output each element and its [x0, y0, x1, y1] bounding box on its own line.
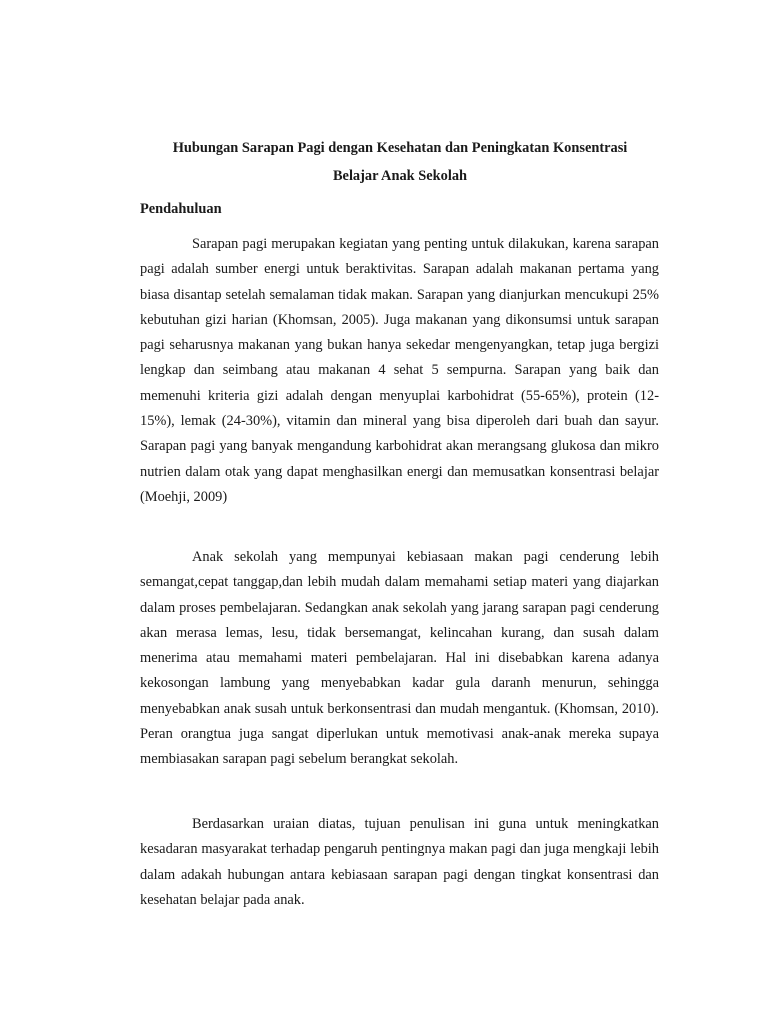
document-title-line-2: Belajar Anak Sekolah — [332, 168, 468, 184]
section-heading: Pendahuluan — [140, 201, 222, 217]
document-title — [140, 134, 660, 190]
paragraph-1: Sarapan pagi merupakan kegiatan yang penting untuk dilakukan, karena sarapan pagi adalah sumber energi untuk beraktivitas. Sarapan adalah makanan pertama yang biasa disantap setelah semalaman tidak makan. Sarapan yang dianjurkan mencukupi 25% kebutuhan gizi harian (Khomsan, 2005). Juga makanan yang dikonsumsi untuk sarapan pagi seharusnya makanan yang bukan hanya sekedar mengenyangkan, tetap juga bergizi lengkap dan seimbang atau makanan 4 sehat 5 sempurna. Sarapan yang baik dan memenuhi kriteria gizi adalah dengan menyuplai karbohidrat (55-65%), protein (12-15%), lemak (24-30%), vitamin dan mineral yang bisa diperoleh dari buah dan sayur. Sarapan pagi yang banyak mengandung karbohidrat akan merangsang glukosa dan mikro nutrien dalam otak yang dapat menghasilkan energi dan memusatkan konsentrasi belajar (Moehji, 2009) — [140, 236, 659, 505]
paragraph-3: Berdasarkan uraian diatas, tujuan penulisan ini guna untuk meningkatkan kesadaran masyarakat terhadap pengaruh pentingnya makan pagi dan juga mengkaji lebih dalam adakah hubungan antara kebiasaan sarapan pagi dengan tingkat konsentrasi dan kesehatan belajar pada anak. — [140, 816, 659, 908]
paragraph-2: Anak sekolah yang mempunyai kebiasaan makan pagi cenderung lebih semangat,cepat tanggap,dan lebih mudah dalam memahami setiap materi yang diajarkan dalam proses pembelajaran. Sedangkan anak sekolah yang jarang sarapan pagi cenderung akan merasa lemas, lesu, tidak bersemangat, kelincahan kurang, dan susah dalam menerima atau memahami materi pembelajaran. Hal ini disebabkan karena adanya kekosongan lambung yang menyebabkan kadar gula daranh menurun, sehingga menyebabkan anak susah untuk berkonsentrasi dan mudah mengantuk. (Khomsan, 2010). Peran orangtua juga sangat diperlukan untuk memotivasi anak-anak mereka supaya membiasakan sarapan pagi sebelum berangkat sekolah. — [140, 549, 659, 768]
document-title-line-1: Hubungan Sarapan Pagi dengan Kesehatan dan Peningkatan Konsentrasi — [172, 140, 628, 156]
